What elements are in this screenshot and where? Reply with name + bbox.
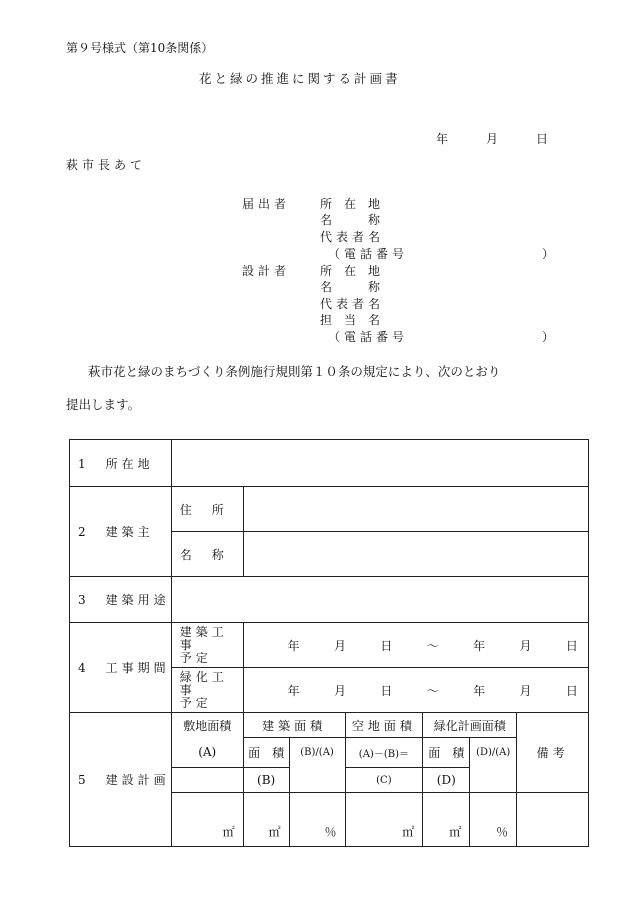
- body-line-1: 萩市花と緑のまちづくり条例施行規則第１０条の規定により、次のとおり: [88, 364, 501, 379]
- green-end-day: 日: [565, 683, 578, 698]
- build-start-year: 年: [287, 638, 300, 653]
- ratio-da-unit: ％: [496, 825, 509, 839]
- designer-phone-label: （電話番号: [328, 330, 409, 344]
- open-area-formula: (A)－(B)＝: [345, 738, 423, 768]
- build-work-label-2: 予定: [179, 650, 212, 665]
- green-area-label: 緑化計画面積: [423, 713, 517, 738]
- date-day: 日: [536, 132, 549, 146]
- green-area-code: (D): [423, 768, 470, 793]
- site-area-unit: ㎡: [222, 825, 235, 839]
- body-line-2: 提出します。: [66, 397, 141, 412]
- ratio-ba: (B)/(A): [289, 738, 345, 793]
- build-work-period[interactable]: [243, 623, 588, 668]
- plan-table: [69, 439, 589, 847]
- building-area-value[interactable]: [243, 793, 289, 847]
- builder-name-label: 名 称: [171, 532, 243, 577]
- building-area-label: 建築面積: [243, 713, 345, 738]
- open-area-label: 空地面積: [345, 713, 423, 738]
- addressee: 萩市長あて: [66, 158, 147, 172]
- green-area-sub: 面 積: [423, 738, 470, 768]
- open-area-code: (C): [345, 768, 423, 793]
- build-tilde: ～: [426, 638, 439, 653]
- green-tilde: ～: [426, 683, 439, 698]
- ratio-ba-unit: ％: [324, 825, 337, 839]
- date-year: 年: [436, 132, 449, 146]
- building-area-code: (B): [243, 768, 289, 793]
- date-month: 月: [486, 132, 499, 146]
- build-start-month: 月: [334, 638, 347, 653]
- row-use: [70, 577, 589, 623]
- green-area-value[interactable]: [423, 793, 470, 847]
- applicant-role: 届出者: [242, 197, 291, 211]
- green-start-day: 日: [380, 683, 393, 698]
- site-area-header: [171, 713, 243, 768]
- location-field[interactable]: [171, 440, 588, 487]
- open-area-value[interactable]: [345, 793, 423, 847]
- designer-phone-close: ）: [542, 330, 555, 344]
- row-construction-period: [70, 623, 589, 668]
- green-work-period[interactable]: [243, 668, 588, 713]
- applicant-address-label: 所 在 地: [320, 197, 381, 211]
- build-end-year: 年: [473, 638, 486, 653]
- form-number: 第９号様式（第10条関係）: [66, 41, 214, 55]
- builder-address-field[interactable]: [243, 487, 588, 532]
- designer-name-label: 名 称: [320, 280, 381, 294]
- build-work-label-1: 建築工事: [179, 624, 228, 652]
- green-work-label-2: 予定: [179, 695, 212, 710]
- row-plan-header-1: [70, 713, 589, 738]
- applicant-phone-close: ）: [542, 247, 555, 261]
- designer-contact-label: 担 当 名: [320, 313, 381, 327]
- green-work-label-1: 緑化工事: [179, 669, 228, 697]
- use-label: 3 建築用途: [70, 577, 172, 623]
- ratio-da-value[interactable]: [470, 793, 517, 847]
- builder-address-label: 住 所: [171, 487, 243, 532]
- build-end-month: 月: [519, 638, 532, 653]
- green-start-month: 月: [334, 683, 347, 698]
- building-area-sub: 面 積: [243, 738, 289, 768]
- row-builder-address: [70, 487, 589, 532]
- use-field[interactable]: [171, 577, 588, 623]
- green-area-unit: ㎡: [449, 825, 462, 839]
- document-title: 花と緑の推進に関する計画書: [199, 71, 401, 86]
- applicant-phone-label: （電話番号: [328, 247, 409, 261]
- ratio-da: (D)/(A): [470, 738, 517, 793]
- build-work-label: [171, 623, 243, 668]
- designer-role: 設計者: [242, 264, 291, 278]
- site-area-value[interactable]: [171, 793, 243, 847]
- plan-label: 5 建設計画: [70, 713, 172, 847]
- green-end-year: 年: [473, 683, 486, 698]
- designer-representative-label: 代表者名: [320, 297, 385, 311]
- building-area-unit: ㎡: [268, 825, 281, 839]
- build-end-day: 日: [565, 638, 578, 653]
- period-label: 4 工事期間: [70, 623, 172, 713]
- row-location: [70, 440, 589, 487]
- green-start-year: 年: [287, 683, 300, 698]
- applicant-representative-label: 代表者名: [320, 230, 385, 244]
- builder-label: 2 建築主: [70, 487, 172, 577]
- site-area-code: (A): [198, 745, 217, 759]
- remarks-value[interactable]: [517, 793, 589, 847]
- build-start-day: 日: [380, 638, 393, 653]
- location-label: 1 所在地: [70, 440, 172, 487]
- open-area-unit: ㎡: [402, 825, 415, 839]
- site-area-label: 敷地面積: [183, 719, 232, 733]
- builder-name-field[interactable]: [243, 532, 588, 577]
- green-end-month: 月: [519, 683, 532, 698]
- applicant-name-label: 名 称: [320, 213, 381, 227]
- remarks-label: 備考: [517, 713, 589, 793]
- green-work-label: [171, 668, 243, 713]
- ratio-ba-value[interactable]: [289, 793, 345, 847]
- designer-address-label: 所 在 地: [320, 264, 381, 278]
